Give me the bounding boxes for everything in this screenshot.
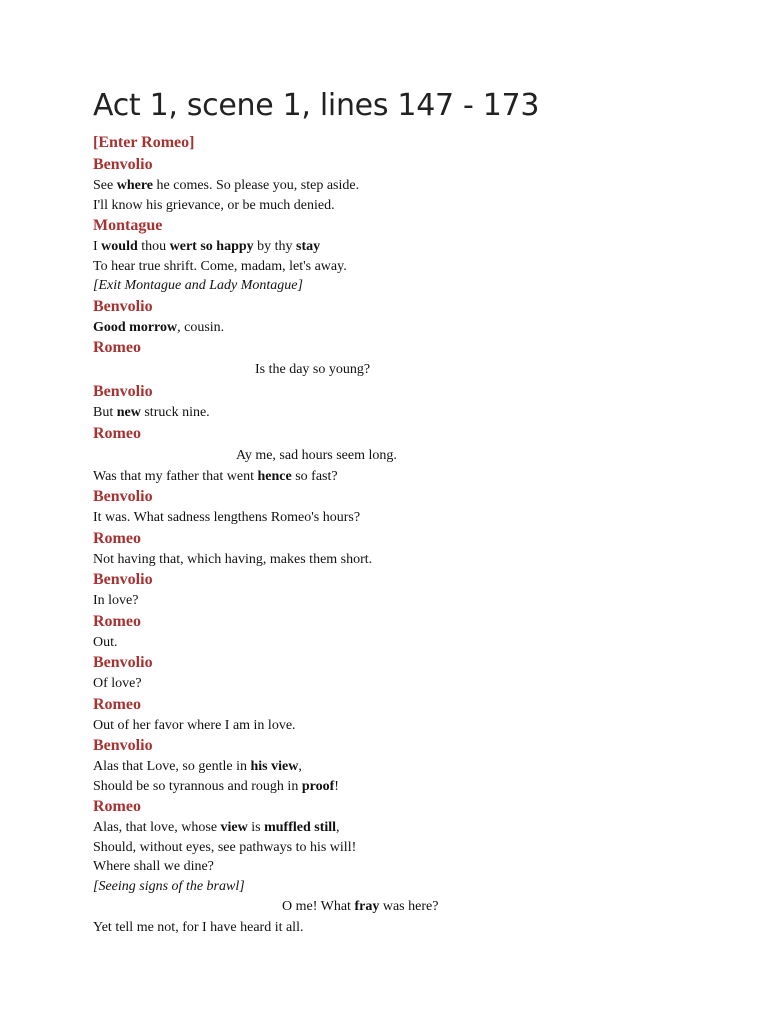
emphasized-word: view [220, 820, 248, 835]
line-text: Is the day so young? [255, 362, 371, 377]
stage-direction: [Seeing signs of the brawl] [93, 878, 245, 894]
line-text: It was. What sadness lengthens Romeo's hours? [93, 510, 361, 525]
dialogue-line [93, 445, 733, 467]
line-text: Where shall we dine? [93, 859, 214, 874]
line-text: See [93, 178, 117, 193]
emphasized-word: Good morrow [93, 319, 178, 335]
line-text: O me! What [282, 899, 355, 914]
speaker-name: Romeo [93, 424, 141, 442]
line-text: Alas that Love, so gentle in [93, 759, 251, 774]
emphasized-word: wert so happy [169, 239, 254, 254]
line-text: Not having that, which having, makes them short. [93, 551, 373, 567]
speaker-name: Benvolio [93, 737, 153, 754]
speaker-name: Romeo [93, 529, 141, 547]
document-body [93, 84, 733, 938]
line-text: struck nine. [140, 405, 210, 420]
speaker-name: Benvolio [93, 383, 153, 400]
dialogue-line [93, 591, 733, 611]
line-text: Yet tell me not, for I have heard it all. [93, 920, 304, 935]
dialogue-line [93, 196, 733, 216]
speaker-name: Romeo [93, 695, 141, 713]
line-text: he comes. So please you, step aside. [153, 178, 360, 193]
line-text: thou [137, 239, 170, 254]
line-text: I'll know his grievance, or be much denied. [93, 197, 335, 213]
line-text: was here? [379, 899, 439, 914]
emphasized-word: stay [296, 239, 321, 254]
line-text: Of love? [93, 676, 142, 691]
dialogue-line [93, 257, 733, 277]
speaker-name: Benvolio [93, 488, 153, 505]
line-text: Out. [93, 634, 118, 650]
speaker-name: Romeo [93, 612, 141, 630]
speaker-name: Montague [93, 217, 163, 234]
speaker-name: Romeo [93, 798, 141, 815]
page-title: Act 1, scene 1, lines 147 - 173 [93, 88, 540, 123]
dialogue-line [93, 318, 733, 338]
line-text: To hear true shrift. Come, madam, let's away. [93, 258, 347, 274]
line-text: But [93, 405, 117, 420]
line-text: Was that my father that went [93, 468, 258, 484]
line-text: , [336, 820, 340, 835]
dialogue-line [93, 838, 733, 858]
emphasized-word: new [116, 405, 141, 420]
speaker-name: Romeo [93, 339, 141, 356]
emphasized-word: would [101, 239, 138, 254]
speaker-name: Benvolio [93, 156, 153, 173]
dialogue-line [93, 237, 733, 257]
line-text: Alas, that love, whose [93, 820, 221, 835]
dialogue-line [93, 777, 733, 797]
dialogue-line [93, 508, 733, 528]
speaker-name: Benvolio [93, 654, 153, 671]
speaker-name: Benvolio [93, 571, 153, 588]
line-text: ! [334, 778, 339, 794]
dialogue-line [93, 176, 733, 196]
dialogue-line [93, 818, 733, 838]
dialogue-line [93, 757, 733, 777]
dialogue-line [93, 403, 733, 423]
dialogue-line [93, 633, 733, 653]
dialogue-line [93, 674, 733, 694]
dialogue-line [93, 896, 733, 918]
dialogue-line [93, 716, 733, 736]
emphasized-word: fray [354, 899, 380, 914]
line-text: Should be so tyrannous and rough in [93, 778, 302, 794]
dialogue-line [93, 467, 733, 487]
script-text [93, 132, 733, 938]
line-text: is [247, 820, 265, 835]
line-text: Ay me, sad hours seem long. [236, 447, 397, 463]
line-text: In love? [93, 593, 139, 608]
stage-direction: [Exit Montague and Lady Montague] [93, 278, 303, 293]
speaker-name: Benvolio [93, 297, 153, 315]
line-text: Out of her favor where I am in love. [93, 717, 296, 733]
emphasized-word: where [116, 178, 154, 193]
emphasized-word: hence [257, 468, 292, 484]
line-text: by thy [253, 239, 297, 254]
line-text: I [93, 239, 102, 254]
line-text: so fast? [291, 468, 338, 484]
dialogue-line [93, 857, 733, 877]
speaker-name: [Enter Romeo] [93, 134, 195, 151]
emphasized-word: proof [301, 778, 335, 794]
line-text: , [298, 759, 302, 774]
line-text: Should, without eyes, see pathways to his will! [93, 839, 357, 855]
dialogue-line [93, 918, 733, 938]
dialogue-line [93, 359, 733, 381]
dialogue-line [93, 550, 733, 570]
emphasized-word: muffled still [264, 820, 337, 835]
emphasized-word: his view [250, 759, 299, 774]
line-text: , cousin. [177, 319, 225, 335]
